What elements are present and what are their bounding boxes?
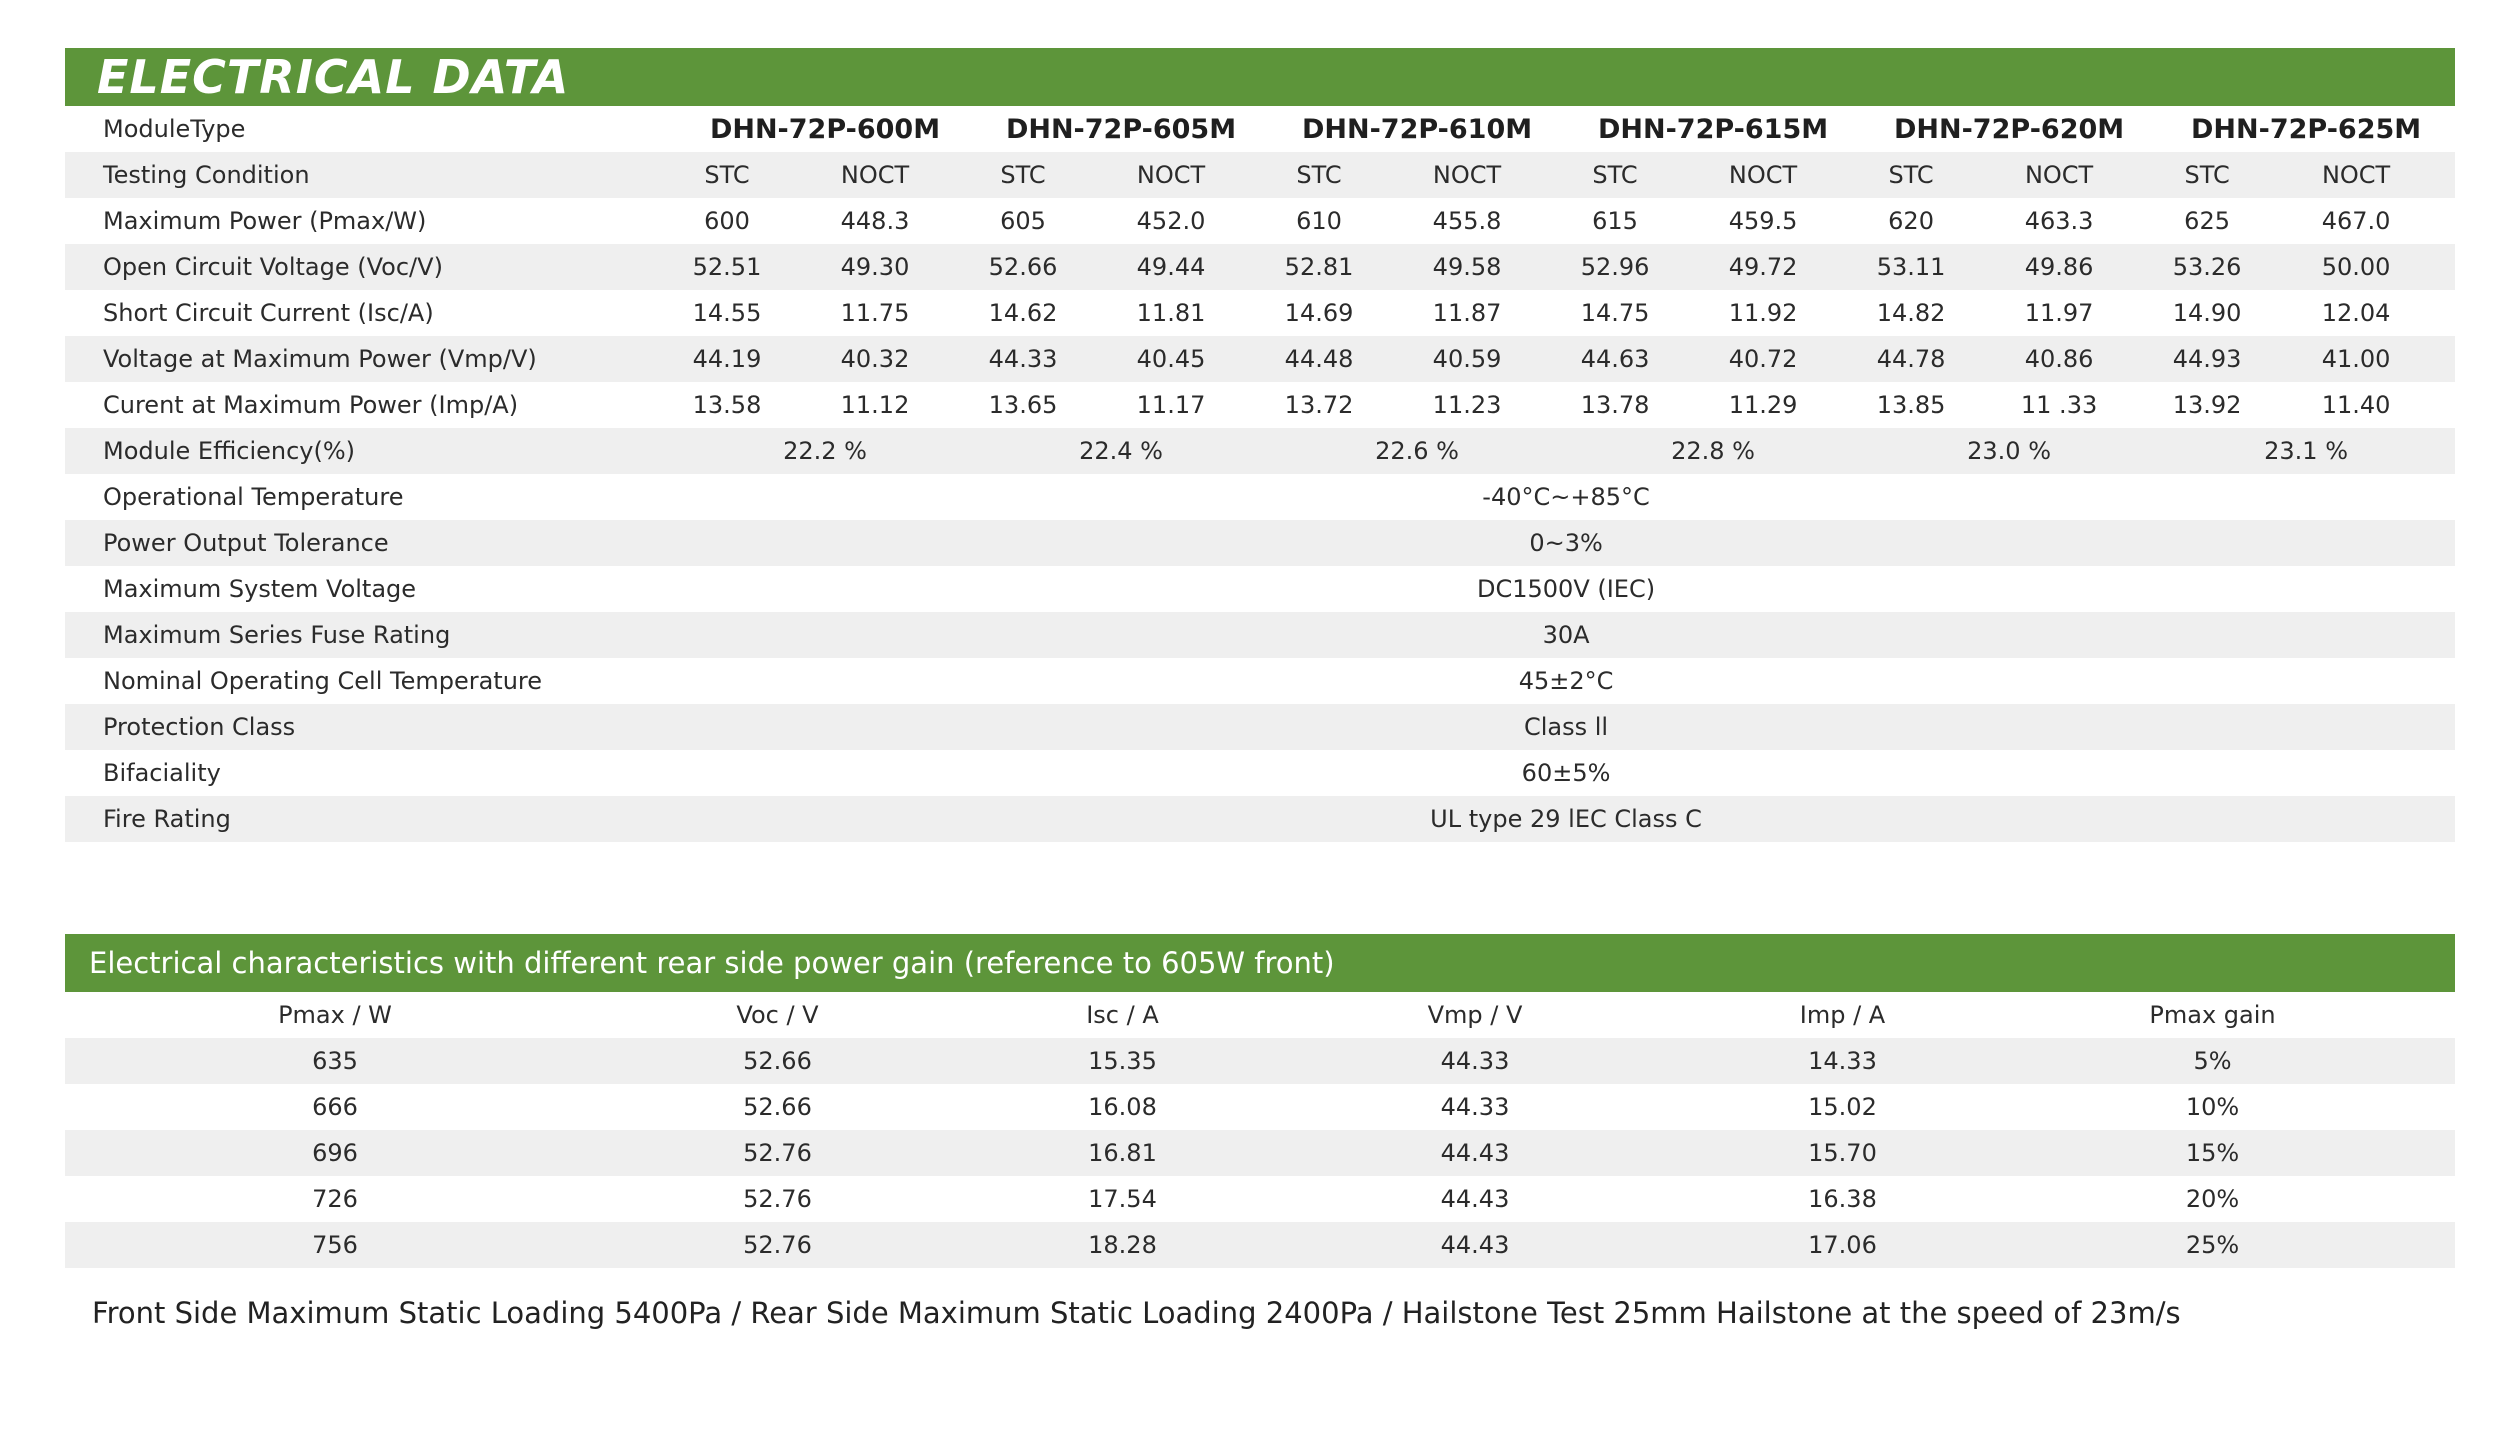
electrical-data-header: [65, 48, 2455, 106]
spacer-cell: [2395, 1176, 2455, 1222]
gain-value: 5%: [2030, 1038, 2395, 1084]
spec-value: 60±5%: [1521, 759, 1611, 787]
row-label: Module Efficiency(%): [65, 428, 677, 474]
gain-value: 15.35: [950, 1038, 1295, 1084]
row-value: 615: [1592, 207, 1638, 235]
spec-row: [65, 658, 2455, 704]
row-value: 13.72: [1284, 391, 1354, 419]
gain-value: 16.08: [1088, 1093, 1157, 1121]
column-header: Isc / A: [1086, 1001, 1159, 1029]
gain-value: 44.43: [1295, 1222, 1655, 1268]
row-value: 11.92: [1728, 299, 1798, 327]
model-name: DHN-72P-605M: [1005, 113, 1237, 145]
electrical-row: [65, 198, 2455, 244]
electrical-data-title: ELECTRICAL DATA: [97, 50, 570, 104]
row-value: 40.59: [1369, 336, 1565, 382]
row-value: 40.86: [1961, 336, 2157, 382]
row-value: 49.86: [1961, 244, 2157, 290]
row-value: 44.63: [1565, 336, 1665, 382]
gain-value: 15%: [2030, 1130, 2395, 1176]
row-value: 463.3: [2024, 207, 2094, 235]
row-value: 11 .33: [2020, 391, 2098, 419]
row-label: Nominal Operating Cell Temperature: [103, 667, 543, 695]
row-value: 13.58: [692, 391, 762, 419]
gain-value: 696: [65, 1130, 605, 1176]
row-value: 49.30: [777, 244, 973, 290]
condition-noct: NOCT: [2257, 152, 2455, 198]
row-value: 50.00: [2257, 244, 2455, 290]
gain-value: 44.33: [1440, 1093, 1510, 1121]
row-value: 625: [2184, 207, 2230, 235]
spec-value: 45±2°C: [1518, 667, 1614, 695]
row-value: 11.75: [840, 299, 910, 327]
gain-value: 25%: [2030, 1222, 2395, 1268]
row-label: Short Circuit Current (Isc/A): [103, 299, 434, 327]
condition-noct: NOCT: [1369, 152, 1565, 198]
spec-row: [65, 474, 2455, 520]
row-value: 11.40: [2321, 391, 2391, 419]
row-label: Maximum System Voltage: [103, 575, 417, 603]
row-label: Testing Condition: [65, 152, 677, 198]
condition-noct: NOCT: [1665, 152, 1861, 198]
efficiency-value: 23.1 %: [2157, 428, 2455, 474]
row-label: Operational Temperature: [103, 483, 404, 511]
spec-row: [65, 750, 2455, 796]
spec-row: [65, 704, 2455, 750]
row-value: 40.45: [1073, 336, 1269, 382]
spec-row: [65, 612, 2455, 658]
row-value: 459.5: [1728, 207, 1798, 235]
model-name: DHN-72P-600M: [709, 113, 941, 145]
row-value: 49.72: [1665, 244, 1861, 290]
row-value: 44.78: [1861, 336, 1961, 382]
spacer-cell: [2395, 1038, 2455, 1084]
spec-value: UL type 29 lEC Class C: [677, 796, 2455, 842]
rear-gain-title: Electrical characteristics with different rear side power gain (reference to 605W front): [89, 946, 1335, 980]
row-value: 455.8: [1432, 207, 1502, 235]
condition-stc: STC: [973, 152, 1073, 198]
gain-value: 52.76: [743, 1185, 812, 1213]
gain-value: 44.43: [1295, 1130, 1655, 1176]
column-header: Voc / V: [736, 1001, 819, 1029]
condition-noct: NOCT: [1961, 152, 2157, 198]
column-header: Vmp / V: [1427, 1001, 1523, 1029]
row-value: 14.62: [988, 299, 1058, 327]
row-value: 620: [1888, 207, 1934, 235]
electrical-row: [65, 290, 2455, 336]
row-value: 49.44: [1073, 244, 1269, 290]
row-value: 14.75: [1580, 299, 1650, 327]
row-value: 53.11: [1861, 244, 1961, 290]
row-value: 52.66: [973, 244, 1073, 290]
rear-gain-table: [65, 992, 2455, 1268]
row-value: 467.0: [2321, 207, 2391, 235]
row-value: 11.87: [1432, 299, 1502, 327]
efficiency-value: 22.4 %: [973, 428, 1269, 474]
row-label: Bifaciality: [103, 759, 221, 787]
spec-value: 0~3%: [677, 520, 2455, 566]
row-label: Protection Class: [65, 704, 677, 750]
row-value: 14.69: [1284, 299, 1354, 327]
row-value: 41.00: [2257, 336, 2455, 382]
gain-value: 16.81: [950, 1130, 1295, 1176]
spec-value: Class ll: [677, 704, 2455, 750]
rear-gain-row: [65, 1222, 2455, 1268]
rear-gain-row: [65, 1130, 2455, 1176]
condition-noct: NOCT: [777, 152, 973, 198]
gain-value: 15.70: [1655, 1130, 2030, 1176]
row-label: Voltage at Maximum Power (Vmp/V): [65, 336, 677, 382]
column-header: Pmax gain: [2149, 1001, 2276, 1029]
row-value: 610: [1296, 207, 1342, 235]
row-value: 44.19: [677, 336, 777, 382]
row-value: 13.65: [988, 391, 1058, 419]
gain-value: 16.38: [1808, 1185, 1877, 1213]
gain-value: 666: [312, 1093, 358, 1121]
row-value: 44.93: [2157, 336, 2257, 382]
model-name: DHN-72P-625M: [2191, 113, 2422, 145]
condition-stc: STC: [2157, 152, 2257, 198]
efficiency-value: 23.0 %: [1861, 428, 2157, 474]
gain-value: 726: [312, 1185, 358, 1213]
row-value: 14.55: [692, 299, 762, 327]
gain-value: 15.02: [1808, 1093, 1877, 1121]
rear-gain-header: [65, 934, 2455, 992]
rear-gain-header-row: [65, 992, 2455, 1038]
spacer-cell: [2395, 1130, 2455, 1176]
rear-gain-row: [65, 1038, 2455, 1084]
condition-stc: STC: [1565, 152, 1665, 198]
gain-value: 52.66: [743, 1093, 812, 1121]
gain-value: 52.66: [605, 1038, 950, 1084]
rear-gain-row: [65, 1176, 2455, 1222]
row-value: 52.96: [1565, 244, 1665, 290]
gain-value: 10%: [2185, 1093, 2240, 1121]
model-name: DHN-72P-615M: [1597, 113, 1829, 145]
spec-value: -40°C~+85°C: [1482, 483, 1650, 511]
row-value: 452.0: [1136, 207, 1206, 235]
condition-stc: STC: [1269, 152, 1369, 198]
row-value: 11.12: [840, 391, 910, 419]
efficiency-value: 22.8 %: [1565, 428, 1861, 474]
condition-noct: NOCT: [1073, 152, 1269, 198]
row-label: Open Circuit Voltage (Voc/V): [65, 244, 677, 290]
electrical-data-table: [65, 106, 2455, 842]
row-value: 13.78: [1580, 391, 1650, 419]
gain-value: 44.33: [1295, 1038, 1655, 1084]
row-label: Maximum Series Fuse Rating: [65, 612, 677, 658]
testing-condition-row: [65, 152, 2455, 198]
row-value: 448.3: [840, 207, 910, 235]
row-label: Fire Rating: [65, 796, 677, 842]
gain-value: 17.06: [1655, 1222, 2030, 1268]
row-label: Power Output Tolerance: [65, 520, 677, 566]
gain-value: 14.33: [1655, 1038, 2030, 1084]
electrical-row: [65, 244, 2455, 290]
spec-row: [65, 520, 2455, 566]
gain-value: 20%: [2185, 1185, 2240, 1213]
row-value: 40.32: [777, 336, 973, 382]
spacer-cell: [2395, 1222, 2455, 1268]
model-name: DHN-72P-620M: [1894, 113, 2125, 145]
gain-value: 18.28: [950, 1222, 1295, 1268]
row-value: 11.97: [2024, 299, 2094, 327]
row-value: 11.29: [1728, 391, 1798, 419]
condition-stc: STC: [1861, 152, 1961, 198]
row-value: 44.48: [1269, 336, 1369, 382]
electrical-row: [65, 382, 2455, 428]
loading-footnote: Front Side Maximum Static Loading 5400Pa / Rear Side Maximum Static Loading 2400Pa / Hailstone Test 25mm Hailstone at the speed of 23m/s: [92, 1296, 2181, 1330]
rear-gain-row: [65, 1084, 2455, 1130]
row-value: 11.81: [1136, 299, 1206, 327]
row-value: 600: [704, 207, 750, 235]
row-label: Curent at Maximum Power (Imp/A): [103, 391, 519, 419]
model-name: DHN-72P-610M: [1301, 113, 1533, 145]
column-header: Pmax / W: [278, 1001, 392, 1029]
row-label: ModuleType: [103, 115, 246, 143]
row-value: 11.17: [1136, 391, 1206, 419]
row-value: 13.92: [2172, 391, 2242, 419]
spacer-cell: [2395, 1084, 2455, 1130]
row-value: 14.90: [2172, 299, 2242, 327]
spec-row: [65, 796, 2455, 842]
module-type-row: [65, 106, 2455, 152]
gain-value: 44.43: [1440, 1185, 1510, 1213]
gain-value: 52.76: [605, 1130, 950, 1176]
efficiency-value: 22.2 %: [677, 428, 973, 474]
spec-value: 30A: [677, 612, 2455, 658]
row-value: 52.51: [677, 244, 777, 290]
efficiency-row: [65, 428, 2455, 474]
efficiency-value: 22.6 %: [1269, 428, 1565, 474]
row-value: 11.23: [1432, 391, 1502, 419]
condition-stc: STC: [677, 152, 777, 198]
row-value: 53.26: [2157, 244, 2257, 290]
row-value: 40.72: [1665, 336, 1861, 382]
row-value: 14.82: [1876, 299, 1946, 327]
row-value: 49.58: [1369, 244, 1565, 290]
row-value: 52.81: [1269, 244, 1369, 290]
gain-value: 635: [65, 1038, 605, 1084]
spacer-cell: [2395, 992, 2455, 1038]
spec-value: DC1500V (IEC): [1477, 575, 1656, 603]
row-value: 13.85: [1876, 391, 1946, 419]
row-value: 44.33: [973, 336, 1073, 382]
gain-value: 17.54: [1088, 1185, 1157, 1213]
gain-value: 756: [65, 1222, 605, 1268]
column-header: Imp / A: [1799, 1001, 1886, 1029]
electrical-row: [65, 336, 2455, 382]
gain-value: 52.76: [605, 1222, 950, 1268]
row-value: 12.04: [2321, 299, 2391, 327]
row-label: Maximum Power (Pmax/W): [103, 207, 427, 235]
spec-row: [65, 566, 2455, 612]
row-value: 605: [1000, 207, 1046, 235]
